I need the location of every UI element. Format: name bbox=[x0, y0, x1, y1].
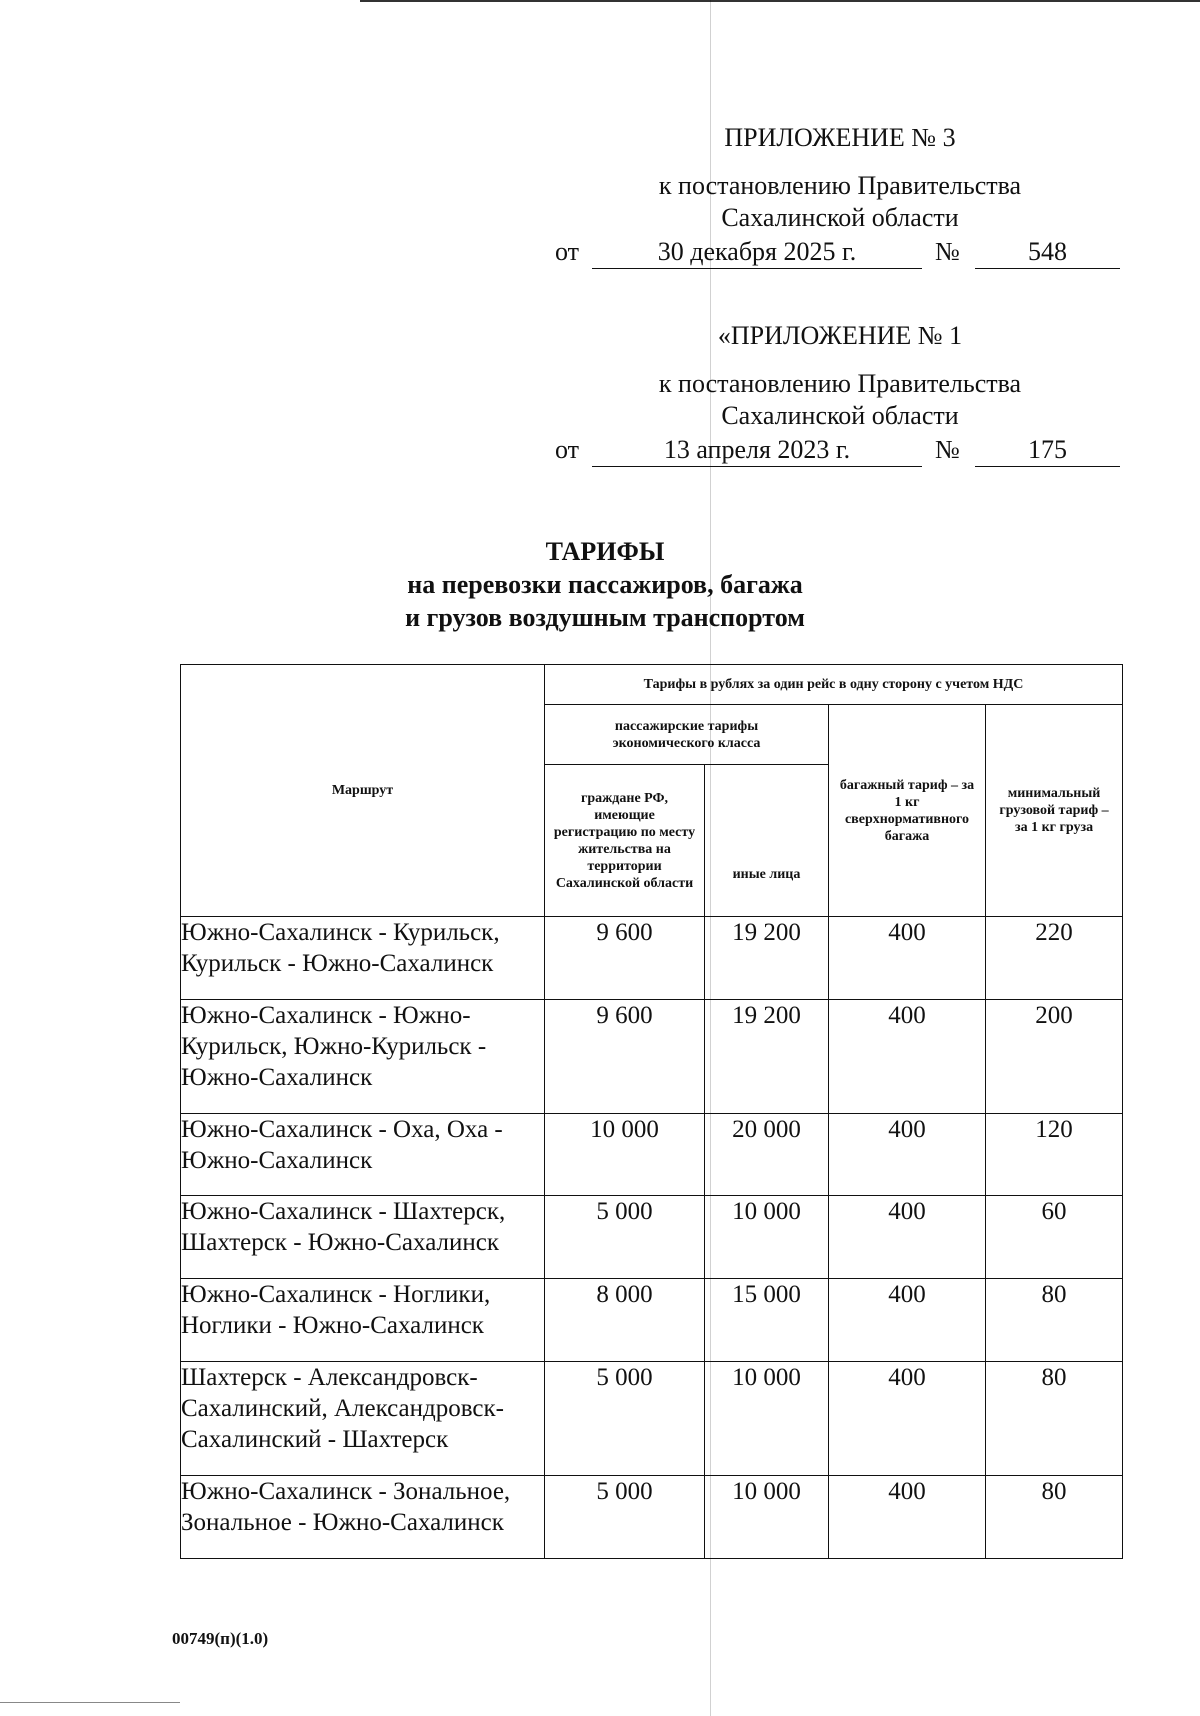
appendix-1-line1: к постановлению Правительства bbox=[658, 369, 1022, 398]
residents-cell: 10 000 bbox=[545, 1114, 705, 1196]
appendix-1-number: 175 bbox=[975, 434, 1120, 467]
appendix-1-date: 13 апреля 2023 г. bbox=[592, 434, 922, 467]
residents-cell: 5 000 bbox=[545, 1362, 705, 1476]
route-cell: Южно-Сахалинск - Южно-Курильск, Южно-Курильск - Южно-Сахалинск bbox=[181, 1000, 545, 1114]
appendix-3-from-label: от bbox=[555, 237, 580, 266]
header-cargo: минимальный грузовой тариф – за 1 кг груза bbox=[986, 705, 1123, 917]
cargo-cell: 60 bbox=[986, 1196, 1123, 1279]
header-row-1 bbox=[181, 665, 1123, 705]
baggage-cell: 400 bbox=[829, 1114, 986, 1196]
header-tariffs-group: Тарифы в рублях за один рейс в одну сторону с учетом НДС bbox=[545, 665, 1123, 705]
appendix-3-date-row bbox=[540, 236, 1120, 270]
document-title-line2: на перевозки пассажиров, багажа bbox=[407, 570, 803, 599]
others-cell: 10 000 bbox=[705, 1196, 829, 1279]
scan-edge-line-bottom bbox=[0, 1702, 180, 1703]
route-cell: Южно-Сахалинск - Шахтерск, Шахтерск - Южно-Сахалинск bbox=[181, 1196, 545, 1279]
baggage-cell: 400 bbox=[829, 1279, 986, 1362]
cargo-cell: 80 bbox=[986, 1279, 1123, 1362]
appendix-3-number-label: № bbox=[935, 237, 960, 266]
appendix-1-from-label: от bbox=[555, 435, 580, 464]
appendix-3-number: 548 bbox=[975, 236, 1120, 269]
cargo-cell: 200 bbox=[986, 1000, 1123, 1114]
appendix-3-header bbox=[540, 122, 1140, 272]
table-row bbox=[181, 917, 1123, 1000]
residents-cell: 5 000 bbox=[545, 1476, 705, 1559]
table-row bbox=[181, 1362, 1123, 1476]
others-cell: 19 200 bbox=[705, 1000, 829, 1114]
others-cell: 20 000 bbox=[705, 1114, 829, 1196]
others-cell: 10 000 bbox=[705, 1476, 829, 1559]
cargo-cell: 120 bbox=[986, 1114, 1123, 1196]
residents-cell: 5 000 bbox=[545, 1196, 705, 1279]
residents-cell: 8 000 bbox=[545, 1279, 705, 1362]
header-route: Маршрут bbox=[181, 665, 545, 917]
table-row bbox=[181, 1279, 1123, 1362]
header-residents: граждане РФ, имеющие регистрацию по месту жительства на территории Сахалинской области bbox=[545, 765, 705, 917]
appendix-1-header bbox=[540, 320, 1140, 470]
baggage-cell: 400 bbox=[829, 1000, 986, 1114]
others-cell: 19 200 bbox=[705, 917, 829, 1000]
baggage-cell: 400 bbox=[829, 1196, 986, 1279]
table-row bbox=[181, 1476, 1123, 1559]
header-others: иные лица bbox=[705, 765, 829, 917]
table-row bbox=[181, 1114, 1123, 1196]
cargo-cell: 80 bbox=[986, 1476, 1123, 1559]
appendix-3-line1: к постановлению Правительства bbox=[658, 171, 1022, 200]
route-cell: Южно-Сахалинск - Оха, Оха - Южно-Сахалинск bbox=[181, 1114, 545, 1196]
scan-edge-line bbox=[360, 0, 1200, 2]
others-cell: 10 000 bbox=[705, 1362, 829, 1476]
baggage-cell: 400 bbox=[829, 917, 986, 1000]
table-row bbox=[181, 1000, 1123, 1114]
route-cell: Шахтерск - Александровск-Сахалинский, Александровск-Сахалинский - Шахтерск bbox=[181, 1362, 545, 1476]
appendix-3-title: ПРИЛОЖЕНИЕ № 3 bbox=[724, 123, 956, 152]
route-cell: Южно-Сахалинск - Курильск, Курильск - Южно-Сахалинск bbox=[181, 917, 545, 1000]
residents-cell: 9 600 bbox=[545, 917, 705, 1000]
appendix-1-date-row bbox=[540, 434, 1120, 468]
document-title-main: ТАРИФЫ bbox=[545, 537, 665, 566]
route-cell: Южно-Сахалинск - Ноглики, Ноглики - Южно-Сахалинск bbox=[181, 1279, 545, 1362]
document-title bbox=[380, 535, 830, 634]
cargo-cell: 80 bbox=[986, 1362, 1123, 1476]
others-cell: 15 000 bbox=[705, 1279, 829, 1362]
document-title-line3: и грузов воздушным транспортом bbox=[405, 603, 805, 632]
table-row bbox=[181, 1196, 1123, 1279]
baggage-cell: 400 bbox=[829, 1362, 986, 1476]
route-cell: Южно-Сахалинск - Зональное, Зональное - Южно-Сахалинск bbox=[181, 1476, 545, 1559]
residents-cell: 9 600 bbox=[545, 1000, 705, 1114]
baggage-cell: 400 bbox=[829, 1476, 986, 1559]
appendix-1-number-label: № bbox=[935, 435, 960, 464]
header-baggage: багажный тариф – за 1 кг сверхнормативного багажа bbox=[829, 705, 986, 917]
tariffs-table bbox=[180, 664, 1123, 1559]
document-code: 00749(п)(1.0) bbox=[172, 1629, 269, 1648]
appendix-3-line2: Сахалинской области bbox=[721, 203, 959, 232]
header-passenger-group: пассажирские тарифы экономического класса bbox=[545, 705, 829, 765]
appendix-1-title: «ПРИЛОЖЕНИЕ № 1 bbox=[717, 321, 963, 350]
cargo-cell: 220 bbox=[986, 917, 1123, 1000]
appendix-3-date: 30 декабря 2025 г. bbox=[592, 236, 922, 269]
appendix-1-line2: Сахалинской области bbox=[721, 401, 959, 430]
